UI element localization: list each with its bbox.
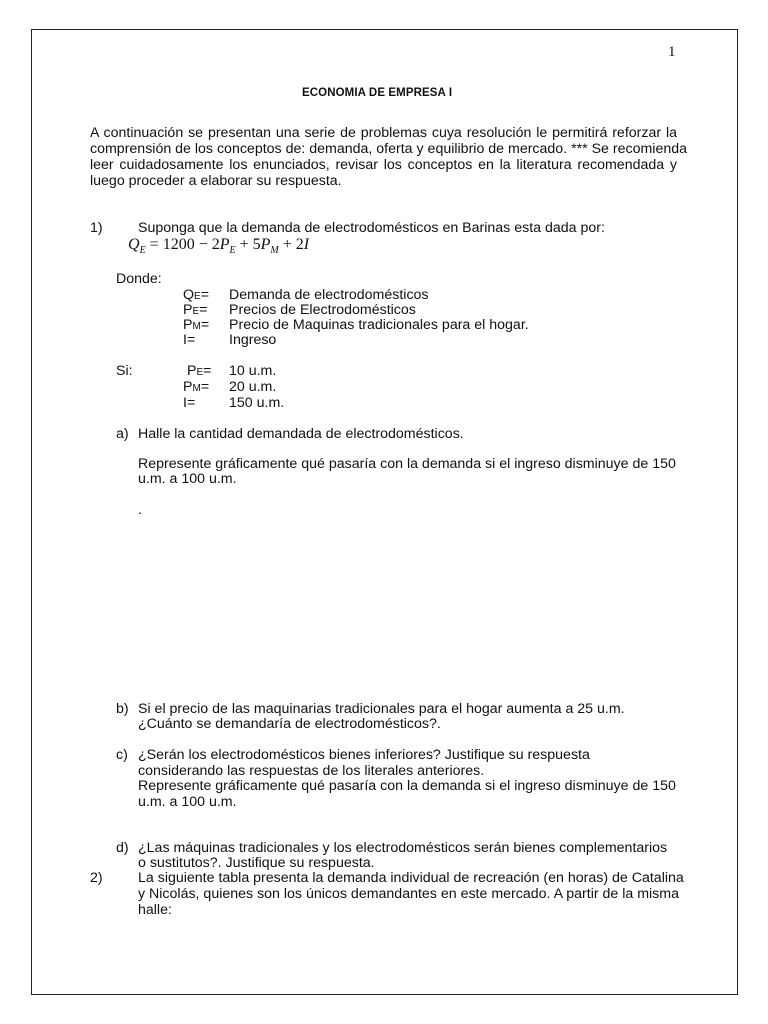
donde-label: Donde: bbox=[116, 271, 162, 287]
val-pe: 10 u.m. bbox=[229, 363, 277, 379]
def-symbol-i: I= bbox=[183, 332, 196, 348]
item-d-line-2: o sustitutos?. Justifique su respuesta. bbox=[138, 855, 375, 871]
intro-line-1: A continuación se presentan una serie de problemas cuya resolución le permitirá reforzar la bbox=[90, 125, 677, 141]
q2-line-1: La siguiente tabla presenta la demanda individual de recreación (en horas) de Catalina bbox=[138, 870, 684, 886]
item-c-line-3: Represente gráficamente qué pasaría con la demanda si el ingreso disminuye de 150 bbox=[138, 778, 676, 794]
intro-line-4: luego proceder a elaborar su respuesta. bbox=[90, 173, 342, 189]
val-i: 150 u.m. bbox=[229, 395, 285, 411]
item-a-line-2: Represente gráficamente qué pasaría con la demanda si el ingreso disminuye de 150 bbox=[138, 456, 676, 472]
item-a-dot: . bbox=[138, 502, 142, 518]
def-desc-i: Ingreso bbox=[229, 332, 277, 348]
val-pm: 20 u.m. bbox=[229, 379, 277, 395]
def-symbol-qe: QE= bbox=[183, 287, 210, 303]
val-symbol-i: I= bbox=[183, 395, 196, 411]
item-a-line-3: u.m. a 100 u.m. bbox=[138, 471, 237, 487]
item-b-line-2: ¿Cuánto se demandaría de electrodomésticos?. bbox=[138, 716, 441, 732]
si-label: Si: bbox=[116, 363, 133, 379]
def-desc-qe: Demanda de electrodomésticos bbox=[229, 287, 429, 303]
item-c-line-4: u.m. a 100 u.m. bbox=[138, 794, 237, 810]
val-symbol-pe: PE= bbox=[187, 363, 212, 379]
q1-text: Suponga que la demanda de electrodomésticos en Barinas esta dada por: bbox=[138, 220, 605, 236]
def-symbol-pm: PM= bbox=[183, 317, 210, 333]
val-symbol-pm: PM= bbox=[183, 379, 210, 395]
page-number: 1 bbox=[668, 44, 676, 60]
document-title: ECONOMIA DE EMPRESA I bbox=[302, 87, 453, 99]
item-c-line-2: considerando las respuestas de los literales anteriores. bbox=[138, 763, 485, 779]
item-d-line-1: ¿Las máquinas tradicionales y los electrodomésticos serán bienes complementarios bbox=[138, 840, 668, 856]
q1-number: 1) bbox=[90, 220, 103, 236]
q2-line-3: halle: bbox=[138, 902, 172, 918]
demand-formula: $Q_E = 1200 - 2P_E + 5P_M + 2I$ bbox=[128, 236, 310, 257]
def-desc-pe: Precios de Electrodomésticos bbox=[229, 302, 416, 318]
item-c-line-1: ¿Serán los electrodomésticos bienes inferiores? Justifique su respuesta bbox=[138, 747, 590, 763]
item-c-label: c) bbox=[116, 747, 128, 763]
intro-line-3: leer cuidadosamente los enunciados, revisar los conceptos en la literatura recomendada y bbox=[90, 157, 677, 173]
def-desc-pm: Precio de Maquinas tradicionales para el hogar. bbox=[229, 317, 529, 333]
q2-line-2: y Nicolás, quienes son los únicos demandantes en este mercado. A partir de la misma bbox=[138, 886, 679, 902]
item-a-line-1: Halle la cantidad demandada de electrodomésticos. bbox=[138, 426, 464, 442]
intro-line-2: comprensión de los conceptos de: demanda, oferta y equilibrio de mercado. *** Se recomienda bbox=[90, 141, 688, 157]
q2-number: 2) bbox=[90, 870, 103, 886]
item-b-line-1: Si el precio de las maquinarias tradicionales para el hogar aumenta a 25 u.m. bbox=[138, 701, 625, 717]
item-b-label: b) bbox=[116, 701, 129, 717]
item-a-label: a) bbox=[116, 426, 129, 442]
def-symbol-pe: PE= bbox=[183, 302, 208, 318]
item-d-label: d) bbox=[116, 840, 129, 856]
